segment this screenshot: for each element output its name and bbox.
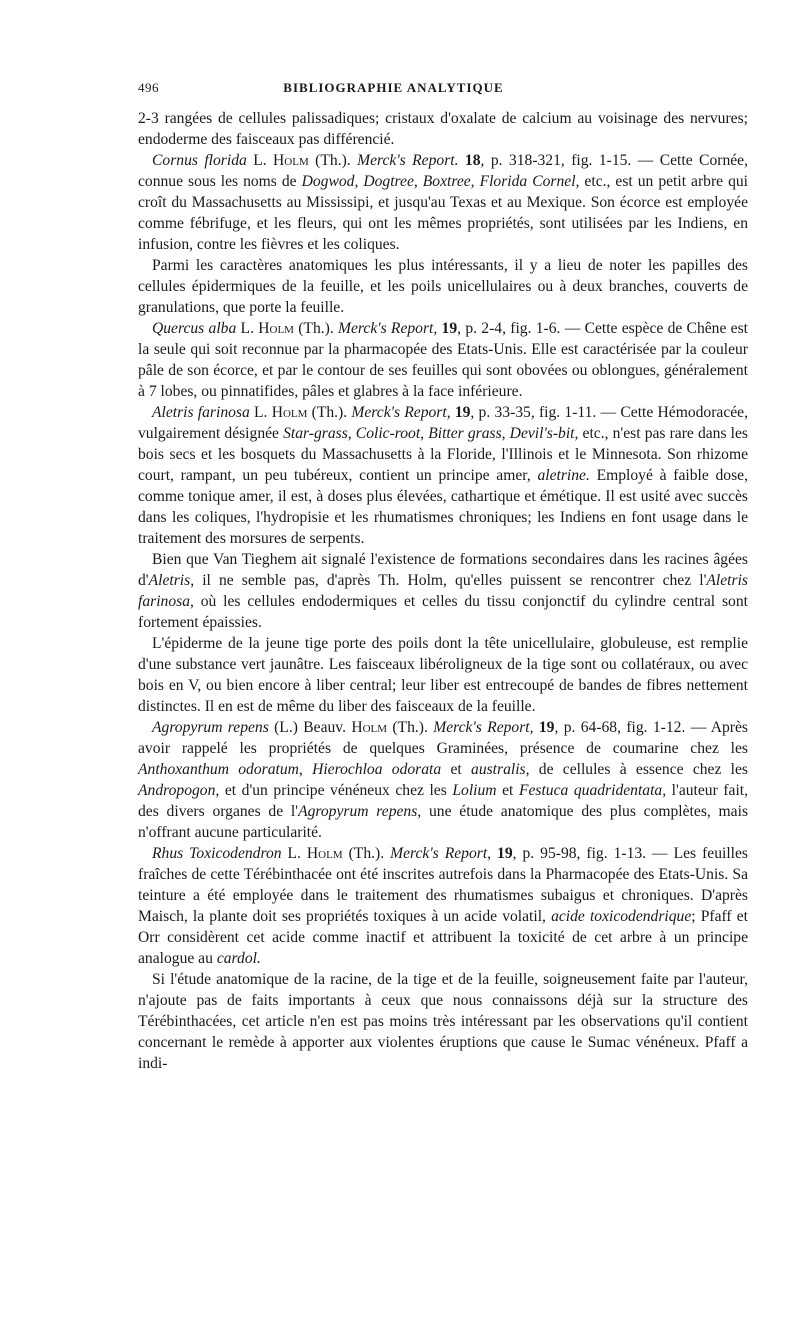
paragraph	[138, 633, 748, 717]
text: où les cellules endodermiques et celles du tissu conjonctif du cylindre central sont fortement épaissies.	[138, 593, 748, 631]
author-name: Holm	[271, 404, 308, 421]
text: (Th.).	[342, 845, 391, 862]
page-number: 496	[138, 80, 159, 95]
bold-number: 19	[437, 320, 458, 337]
text: (Th.).	[293, 320, 339, 337]
paragraph	[138, 549, 748, 633]
paragraph	[138, 255, 748, 318]
text: Bien que Van Tieghem ait signalé l'existence de formations secondaires dans les racines âgées d'	[138, 551, 748, 589]
text: de cellules à essence chez les	[529, 761, 748, 778]
text: 2-3 rangées de cellules palissadiques; cristaux d'oxalate de calcium au voisinage des nervures; endoderme des faisceaux pas différencié.	[138, 110, 748, 148]
text: etc., est un petit arbre qui croît du Massachusetts au Mississipi, et jusqu'au Texas et au Mexique. Son écorce est employée comme fébrifuge, et les fleurs, qui ont les mêmes propriétés, sont utilisées par les Indiens, en infusion, contre les fièvres et les coliques.	[138, 173, 748, 253]
text: L.	[249, 404, 272, 421]
italic-text: Merck's Report.	[357, 152, 459, 169]
italic-text: Merck's Report,	[351, 404, 451, 421]
italic-text: Aletris,	[148, 572, 195, 589]
text: , p. 95-98, fig. 1-13. — Les feuilles fraîches de cette Térébinthacée ont été inscrites autrefois dans la Pharmacopée des Etats-Unis. Sa teinture a été employée dans le traitement des rhumatismes subaigus et chroniques. D'après Maisch, la plante doit ses propriétés toxiques à un acide volatil,	[138, 845, 748, 925]
text: Si l'étude anatomique de la racine, de la tige et de la feuille, soigneusement faite par l'auteur, n'ajoute pas de faits importants à ceux que nous connaissons déjà sur la structure des Térébinthacées, cet article n'en est pas moins très intéressant par les observations qu'il contient concernant le remède à apporter aux violentes éruptions que cause le Sumac vénéneux. Pfaff a indi-	[138, 971, 748, 1072]
author-name: Holm	[306, 845, 343, 862]
text: et	[441, 761, 472, 778]
italic-text: Andropogon,	[138, 782, 220, 799]
text: (Th.).	[387, 719, 434, 736]
running-title: BIBLIOGRAPHIE ANALYTIQUE	[283, 80, 504, 95]
paragraph	[138, 318, 748, 402]
italic-text: aletrine.	[537, 467, 590, 484]
paragraph	[138, 969, 748, 1074]
text: , p. 318-321, fig. 1-15. — Cette Cornée, connue sous les noms de	[138, 152, 748, 190]
paragraph	[138, 108, 748, 150]
text: Parmi les caractères anatomiques les plus intéressants, il y a lieu de noter les papilles des cellules épidermiques de la feuille, et les poils unicellulaires ou à deux branches, couverts de granulations, que porte la feuille.	[138, 257, 748, 316]
italic-text: Agropyrum repens	[152, 719, 269, 736]
text: (Th.).	[307, 404, 352, 421]
text: L.	[281, 845, 307, 862]
italic-text: Lolium	[452, 782, 497, 799]
running-header	[138, 80, 748, 96]
italic-text: Merck's Report,	[390, 845, 492, 862]
text: une étude anatomique des plus complètes, mais n'offrant aucune particularité.	[138, 803, 749, 841]
text: etc., n'est pas rare dans les bois secs et les bosquets du Massachusetts à la Floride, l'Illinois et le Minnesota. Son rhizome court, rampant, un peu tubéreux, contient un principe amer,	[138, 425, 748, 484]
text: (Th.).	[308, 152, 358, 169]
paragraph	[138, 717, 748, 843]
text: , p. 2-4, fig. 1-6. — Cette espèce de Chêne est la seule qui soit reconnue par la pharmacopée des Etats-Unis. Elle est caractérisée par la couleur pâle de son écorce, et par le contour de ses feuilles qui sont obovées ou oblongues, généralement à 7 lobes, ou pinnatifides, pâles et glabres à la face inférieure.	[138, 320, 748, 400]
italic-text: Rhus Toxicodendron	[152, 845, 282, 862]
page	[138, 80, 748, 1074]
author-name: Holm	[273, 152, 309, 169]
text: Employé à faible dose, comme tonique amer, il est, à doses plus élevées, cathartique et émétique. Il est usité avec succès dans les coliques, l'hydropisie et les rhumatismes chroniques; les Indiens en font usage dans le traitement des morsures de serpents.	[138, 467, 748, 547]
text: il ne semble pas, d'après Th. Holm, qu'elles puissent se rencontrer chez l'	[194, 572, 707, 589]
bold-number: 19	[491, 845, 513, 862]
paragraph	[138, 402, 748, 549]
article-body	[138, 108, 748, 1074]
italic-text: Festuca quadridentata,	[518, 782, 667, 799]
text: , p. 33-35, fig. 1-11. — Cette Hémodoracée, vulgairement désignée	[138, 404, 748, 442]
text: ; Pfaff et Orr considèrent cet acide comme inactif et attribuent la toxicité de cet arbre à un principe analogue au	[138, 908, 748, 967]
text: L'épiderme de la jeune tige porte des poils dont la tête unicellulaire, globuleuse, est remplie d'une substance vert jaunâtre. Les faisceaux libéroligneux de la tige sont ou collatéraux, ou avec bois en V, ou bien encore à liber central; leur liber est entrecoupé de bandes de fibres nettement distinctes. Il en est de même du liber des faisceaux de la feuille.	[138, 635, 748, 715]
text: , p. 64-68, fig. 1-12. — Après avoir rappelé les propriétés de quelques Graminées, présence de coumarine chez les	[138, 719, 748, 757]
paragraph	[138, 150, 748, 255]
text: L.	[246, 152, 274, 169]
italic-text: Aletris farinosa,	[138, 572, 748, 610]
italic-text: Merck's Report,	[433, 719, 534, 736]
italic-text: australis,	[471, 761, 530, 778]
text: et d'un principe vénéneux chez les	[219, 782, 453, 799]
author-name: Holm	[351, 719, 388, 736]
italic-text: Star-grass, Colic-root, Bitter grass, Devil's-bit,	[283, 425, 579, 442]
italic-text: Quercus alba	[152, 320, 237, 337]
italic-text: Dogwod, Dogtree, Boxtree, Florida Cornel,	[301, 173, 580, 190]
italic-text: Anthoxanthum odoratum, Hierochloa odorata	[138, 761, 442, 778]
text: L.	[236, 320, 259, 337]
paragraph	[138, 843, 748, 969]
bold-number: 19	[450, 404, 471, 421]
italic-text: cardol.	[216, 950, 261, 967]
italic-text: acide toxicodendrique	[551, 908, 692, 925]
bold-number: 19	[533, 719, 555, 736]
italic-text: Aletris farinosa	[152, 404, 250, 421]
text: (L.) Beauv.	[268, 719, 352, 736]
bold-number: 18	[458, 152, 481, 169]
italic-text: Merck's Report,	[338, 320, 438, 337]
text: et	[496, 782, 519, 799]
italic-text: Agropyrum repens,	[298, 803, 422, 820]
italic-text: Cornus florida	[152, 152, 247, 169]
author-name: Holm	[258, 320, 294, 337]
text: l'auteur fait, des divers organes de l'	[138, 782, 749, 820]
